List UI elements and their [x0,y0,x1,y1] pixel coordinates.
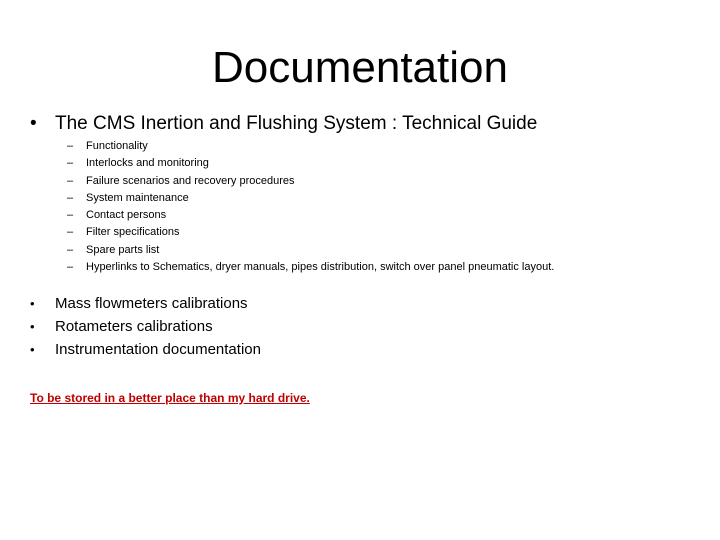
sub-bullet-list [67,138,554,276]
main-bullet-text: The CMS Inertion and Flushing System : Technical Guide [55,113,538,134]
dash-marker: – [67,174,74,187]
sub-list-item [67,224,554,241]
other-bullet-list [30,292,261,361]
sub-item-hyperlinks: Hyperlinks to Schematics, dryer manuals, pipes distribution, switch over panel pneumatic layout. [86,261,555,274]
dash-marker: – [67,243,74,256]
item-mass-flowmeters: Mass flowmeters calibrations [55,295,248,312]
dash-marker: – [67,261,74,274]
sub-list-item [67,259,554,276]
sub-list-item [67,155,554,172]
list-item [30,315,261,338]
sub-list-item [67,242,554,259]
bullet-marker: • [30,296,35,311]
main-bullet-item [30,113,537,135]
bullet-marker: • [30,342,35,357]
dash-marker: – [67,140,74,152]
dash-marker: – [67,209,74,222]
sub-list-item [67,173,554,190]
sub-item-spare-parts: Spare parts list [86,243,160,256]
list-item [30,292,261,315]
sub-item-maintenance: System maintenance [86,191,189,204]
dash-marker: – [67,191,74,204]
sub-list-item [67,138,554,155]
list-item [30,338,261,361]
sub-item-functionality: Functionality [86,140,148,152]
sub-item-filter-specs: Filter specifications [86,226,180,239]
sub-list-item [67,207,554,224]
dash-marker: – [67,157,74,170]
item-instrumentation: Instrumentation documentation [55,341,261,358]
storage-note-link[interactable]: To be stored in a better place than my hard drive. [30,391,310,405]
sub-item-interlocks: Interlocks and monitoring [86,157,209,170]
bullet-marker: • [30,113,37,134]
item-rotameters: Rotameters calibrations [55,318,213,335]
sub-list-item [67,190,554,207]
sub-item-failure-scenarios: Failure scenarios and recovery procedures [86,174,295,187]
bullet-marker: • [30,319,35,334]
sub-item-contacts: Contact persons [86,209,167,222]
slide-title: Documentation [212,43,508,92]
dash-marker: – [67,226,74,239]
